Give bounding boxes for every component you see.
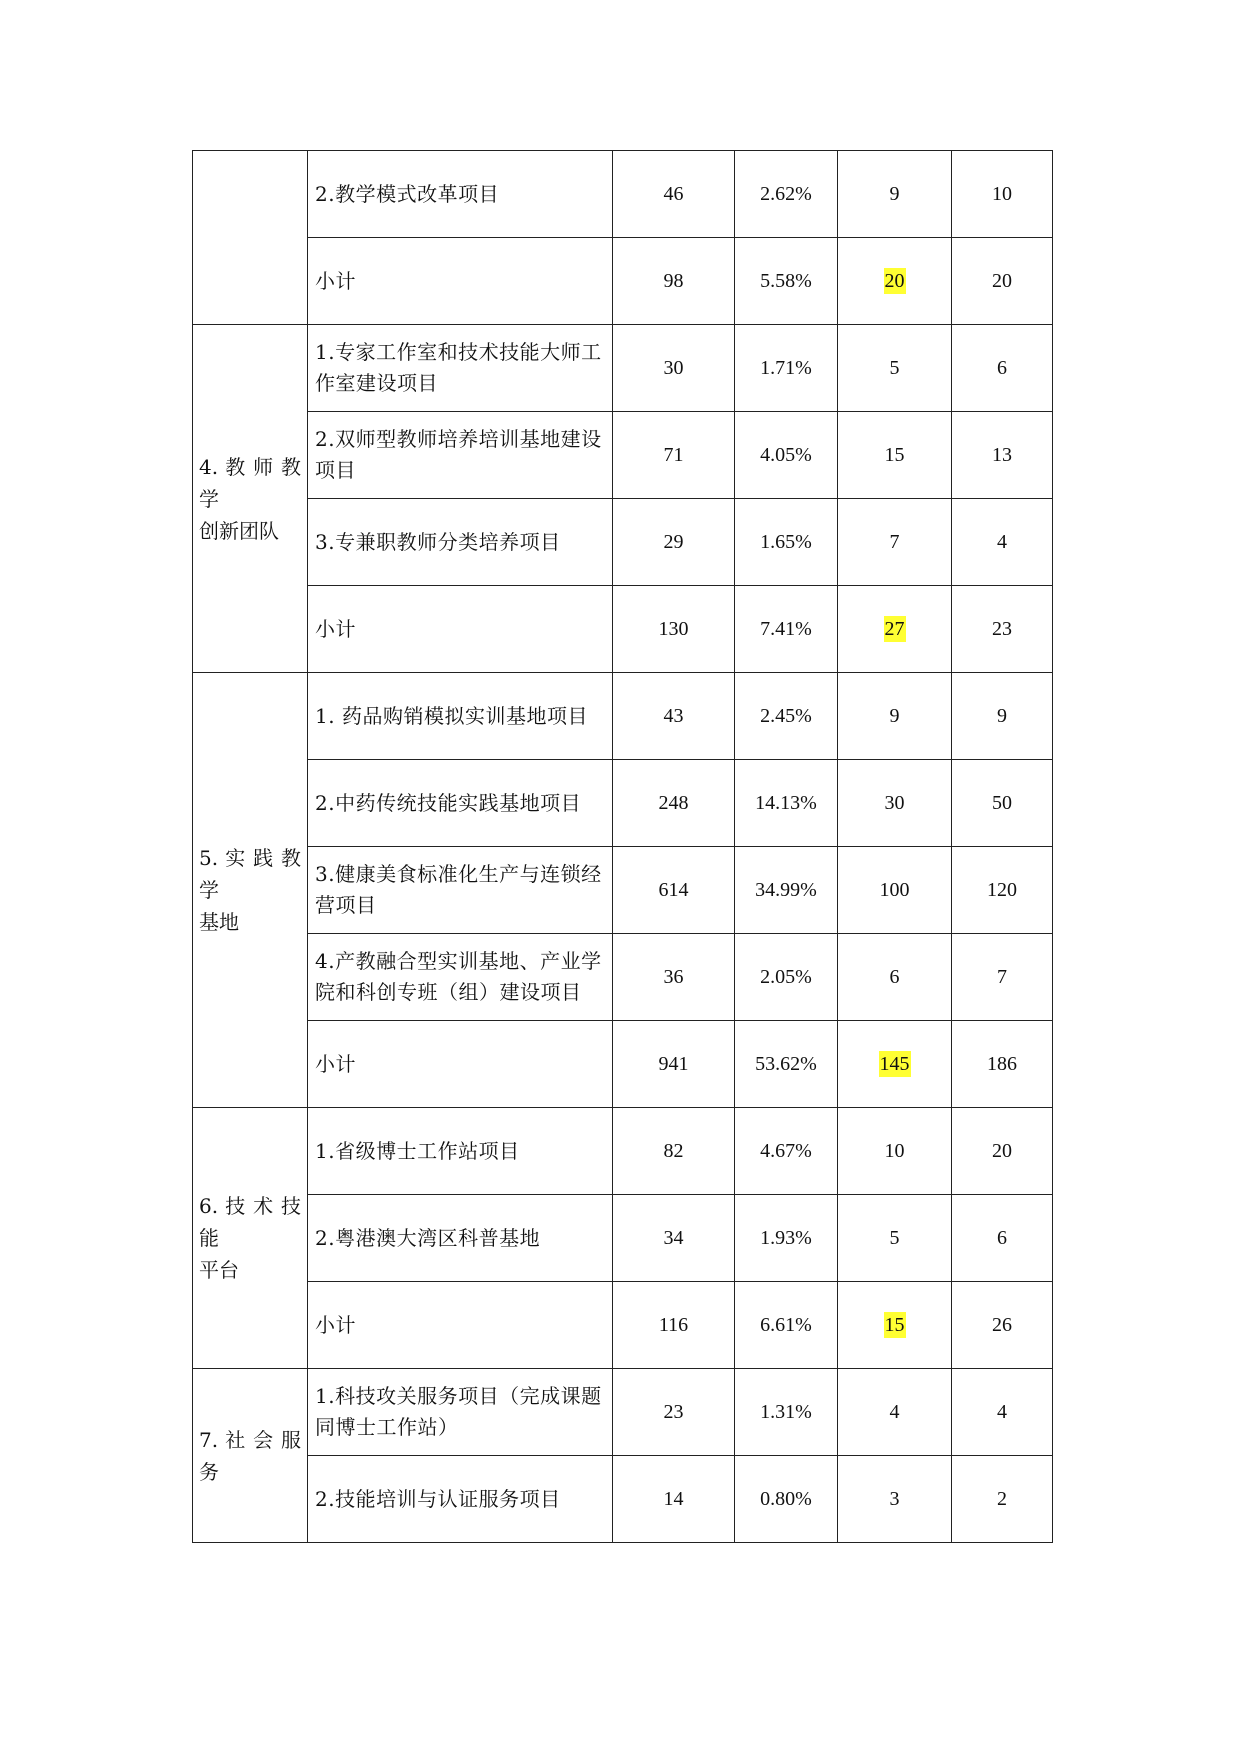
value-cell-c4: 13 (952, 412, 1053, 499)
value-cell-c3 (838, 586, 952, 673)
value-cell-c1: 116 (613, 1282, 735, 1369)
category-label-line: 学 (199, 878, 219, 902)
item-name-cell: 2.粤港澳大湾区科普基地 (308, 1195, 613, 1282)
item-name-cell: 4.产教融合型实训基地、产业学院和科创专班（组）建设项目 (308, 934, 613, 1021)
value-cell-c3: 3 (838, 1456, 952, 1543)
item-name-cell: 2.教学模式改革项目 (308, 151, 613, 238)
table-row (193, 673, 1053, 760)
value-cell-c3: 9 (838, 151, 952, 238)
category-label-line: 基地 (199, 910, 239, 934)
value-cell-c2: 0.80% (735, 1456, 838, 1543)
table-row (193, 934, 1053, 1021)
category-label-line: 7. 社 会 服 (199, 1427, 301, 1452)
value-cell-c2: 5.58% (735, 238, 838, 325)
value-cell-c1: 23 (613, 1369, 735, 1456)
value-cell-c1: 130 (613, 586, 735, 673)
value-cell-c2: 1.31% (735, 1369, 838, 1456)
value-cell-c4: 50 (952, 760, 1053, 847)
value-cell-c2: 2.05% (735, 934, 838, 1021)
value-cell-c3 (838, 238, 952, 325)
category-cell (193, 325, 308, 673)
item-name-cell: 1.专家工作室和技术技能大师工作室建设项目 (308, 325, 613, 412)
value-cell-c3: 9 (838, 673, 952, 760)
value-cell-c2: 2.62% (735, 151, 838, 238)
value-cell-c4: 6 (952, 325, 1053, 412)
value-cell-c4: 23 (952, 586, 1053, 673)
value-cell-c4: 20 (952, 238, 1053, 325)
value-cell-c3: 15 (838, 412, 952, 499)
value-cell-c2: 1.71% (735, 325, 838, 412)
table-row (193, 1021, 1053, 1108)
value-cell-c3: 100 (838, 847, 952, 934)
item-name-cell: 小计 (308, 1021, 613, 1108)
value-cell-c1: 34 (613, 1195, 735, 1282)
budget-table (192, 150, 1053, 1543)
table-row (193, 586, 1053, 673)
table-row (193, 1369, 1053, 1456)
item-name-cell: 2.中药传统技能实践基地项目 (308, 760, 613, 847)
table-row (193, 1108, 1053, 1195)
value-cell-c4: 20 (952, 1108, 1053, 1195)
value-cell-c2: 14.13% (735, 760, 838, 847)
item-name-cell: 3.健康美食标准化生产与连锁经营项目 (308, 847, 613, 934)
item-name-cell: 2.技能培训与认证服务项目 (308, 1456, 613, 1543)
highlighted-value: 145 (879, 1052, 910, 1075)
category-label-line: 能 (199, 1226, 219, 1250)
highlighted-value: 20 (884, 269, 905, 292)
value-cell-c3: 7 (838, 499, 952, 586)
value-cell-c3: 6 (838, 934, 952, 1021)
value-cell-c3: 10 (838, 1108, 952, 1195)
value-cell-c4: 26 (952, 1282, 1053, 1369)
item-name-cell: 小计 (308, 1282, 613, 1369)
value-cell-c4: 7 (952, 934, 1053, 1021)
value-cell-c1: 36 (613, 934, 735, 1021)
value-cell-c1: 98 (613, 238, 735, 325)
item-name-cell: 3.专兼职教师分类培养项目 (308, 499, 613, 586)
value-cell-c1: 941 (613, 1021, 735, 1108)
value-cell-c2: 1.93% (735, 1195, 838, 1282)
value-cell-c4: 120 (952, 847, 1053, 934)
category-cell (193, 151, 308, 325)
category-label-line: 4. 教 师 教 (199, 454, 301, 479)
value-cell-c4: 4 (952, 1369, 1053, 1456)
value-cell-c1: 248 (613, 760, 735, 847)
table-row (193, 325, 1053, 412)
value-cell-c3 (838, 1021, 952, 1108)
value-cell-c2: 53.62% (735, 1021, 838, 1108)
value-cell-c1: 43 (613, 673, 735, 760)
table-row (193, 412, 1053, 499)
value-cell-c1: 71 (613, 412, 735, 499)
category-cell (193, 1369, 308, 1543)
value-cell-c2: 6.61% (735, 1282, 838, 1369)
value-cell-c2: 1.65% (735, 499, 838, 586)
item-name-cell: 2.双师型教师培养培训基地建设项目 (308, 412, 613, 499)
value-cell-c3: 4 (838, 1369, 952, 1456)
value-cell-c4: 9 (952, 673, 1053, 760)
value-cell-c3: 30 (838, 760, 952, 847)
value-cell-c1: 30 (613, 325, 735, 412)
item-name-cell: 1. 药品购销模拟实训基地项目 (308, 673, 613, 760)
value-cell-c2: 4.05% (735, 412, 838, 499)
category-cell (193, 1108, 308, 1369)
item-name-cell: 小计 (308, 586, 613, 673)
value-cell-c1: 46 (613, 151, 735, 238)
value-cell-c1: 29 (613, 499, 735, 586)
value-cell-c3 (838, 1282, 952, 1369)
table-row (193, 238, 1053, 325)
value-cell-c2: 4.67% (735, 1108, 838, 1195)
value-cell-c4: 186 (952, 1021, 1053, 1108)
category-label-line: 5. 实 践 教 (199, 846, 301, 870)
category-label-line: 务 (199, 1459, 219, 1484)
highlighted-value: 27 (884, 617, 905, 640)
category-label-line: 平台 (199, 1258, 239, 1282)
table-row (193, 151, 1053, 238)
value-cell-c3: 5 (838, 1195, 952, 1282)
value-cell-c4: 4 (952, 499, 1053, 586)
category-cell (193, 673, 308, 1108)
item-name-cell: 小计 (308, 238, 613, 325)
highlighted-value: 15 (884, 1313, 905, 1336)
item-name-cell: 1.省级博士工作站项目 (308, 1108, 613, 1195)
table-row (193, 760, 1053, 847)
table-row (193, 499, 1053, 586)
value-cell-c2: 2.45% (735, 673, 838, 760)
value-cell-c2: 34.99% (735, 847, 838, 934)
category-label-line: 6. 技 术 技 (199, 1194, 301, 1218)
value-cell-c1: 614 (613, 847, 735, 934)
value-cell-c4: 6 (952, 1195, 1053, 1282)
table-row (193, 1282, 1053, 1369)
value-cell-c4: 2 (952, 1456, 1053, 1543)
table-row (193, 1195, 1053, 1282)
value-cell-c4: 10 (952, 151, 1053, 238)
table-row (193, 1456, 1053, 1543)
table-row (193, 847, 1053, 934)
table-body (193, 151, 1053, 1543)
category-label-line: 创新团队 (199, 518, 279, 543)
value-cell-c3: 5 (838, 325, 952, 412)
value-cell-c1: 82 (613, 1108, 735, 1195)
value-cell-c1: 14 (613, 1456, 735, 1543)
category-label-line: 学 (199, 486, 219, 511)
value-cell-c2: 7.41% (735, 586, 838, 673)
item-name-cell: 1.科技攻关服务项目（完成课题同博士工作站） (308, 1369, 613, 1456)
